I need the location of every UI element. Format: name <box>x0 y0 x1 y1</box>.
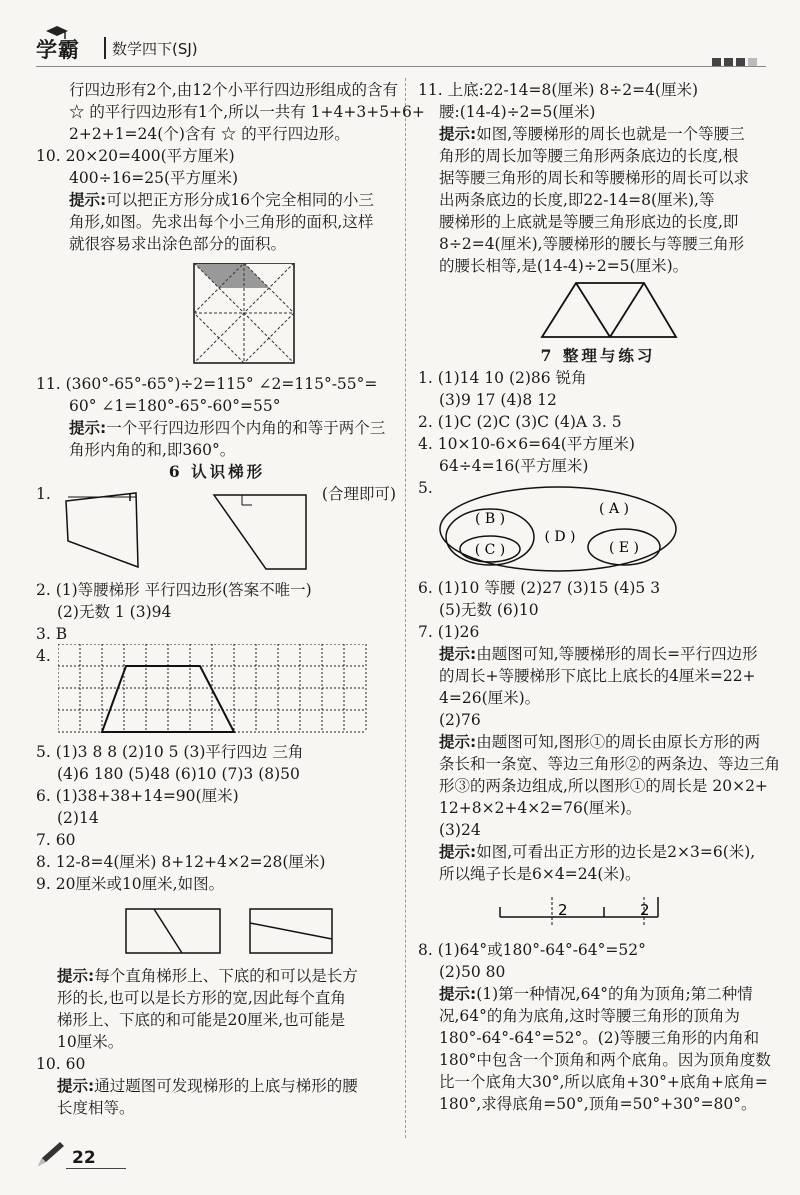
hint-text: 出两条底边的长度,即22-14=8(厘米),等 <box>439 191 715 209</box>
hint-text: 可以把正方形分成16个完全相同的小三 <box>106 191 374 209</box>
left-column <box>36 79 425 1119</box>
answer-line: 60° ∠1=180°-65°-60°=55° <box>69 397 281 415</box>
answer-6: 6. (1)10 等腰 (2)27 (3)15 (4)5 3 <box>418 579 661 597</box>
hint-label: 提示: <box>57 967 95 985</box>
hint-text: 8÷2=4(厘米),等腰梯形的腰长与等腰三角形 <box>439 235 745 253</box>
answer-8: 8. 12-8=4(厘米) 8+12+4×2=28(厘米) <box>36 853 326 871</box>
answer-10b: 10. 60 <box>36 1055 86 1073</box>
page-number: 22 <box>72 1148 96 1168</box>
answer-line: 400÷16=25(平方厘米) <box>69 169 239 187</box>
hint-text: 形的长,也可以是长方形的宽,因此每个直角 <box>57 989 346 1007</box>
hint-label: 提示: <box>57 1077 95 1095</box>
hint-text: 由题图可知,等腰梯形的周长=平行四边形 <box>476 645 758 663</box>
text-line: 2+2+1=24(个)含有 ☆ 的平行四边形。 <box>69 125 350 143</box>
hint-text: 通过题图可发现梯形的上底与梯形的腰 <box>94 1077 358 1095</box>
hint-text: 角形内角的和,即360°。 <box>69 441 236 459</box>
hint-text: 10厘米。 <box>57 1033 124 1051</box>
answer-11: 11. (360°-65°-65°)÷2=115° ∠2=115°-55°= <box>36 375 378 393</box>
answer-10: 10. 20×20=400(平方厘米) <box>36 147 235 165</box>
answer-line: 64÷4=16(平方厘米) <box>439 457 589 475</box>
hint-text: 梯形上、下底的和可能是20厘米,也可能是 <box>57 1011 346 1029</box>
answer-line: (2)无数 1 (3)94 <box>57 603 172 621</box>
grid-trapezoid-figure <box>58 644 378 740</box>
q1-block <box>36 483 398 579</box>
book-series: 数学四下(SJ) <box>112 40 198 58</box>
question-number: 4. <box>36 647 51 665</box>
trapezoid-drawings <box>56 485 336 575</box>
venn-label-a: ( A ) <box>599 501 629 517</box>
trapezoid-triangles-figure <box>418 279 778 343</box>
answer-line: (5)无数 (6)10 <box>439 601 539 619</box>
venn-diagram <box>436 483 686 573</box>
pencil-icon <box>34 1140 68 1170</box>
hint-text: 角形的周长加等腰三角形两条底边的长度,根 <box>439 147 739 165</box>
answer-5: 5. (1)3 8 8 (2)10 5 (3)平行四边 三角 <box>36 743 304 761</box>
answer-3: 3. B <box>36 625 68 643</box>
hint-text: 由题图可知,图形①的周长由原长方形的两 <box>476 733 761 751</box>
hint-label: 提示: <box>69 419 107 437</box>
venn-label-e: ( E ) <box>608 540 640 556</box>
brand-logo: 学霸 <box>36 38 80 62</box>
hint-text: 180°-64°-64°=52°。(2)等腰三角形的内角和 <box>439 1029 760 1047</box>
page-header <box>0 0 800 70</box>
answer-2: 2. (1)C (2)C (3)C (4)A 3. 5 <box>418 413 622 431</box>
hint-label: 提示: <box>69 191 107 209</box>
answer-1: 1. (1)14 10 (2)86 锐角 <box>418 369 587 387</box>
hint-text: 就很容易求出涂色部分的面积。 <box>69 235 287 253</box>
venn-label-b: ( B ) <box>474 511 506 527</box>
hint-text: 腰梯形的上底就是等腰三角形底边的长度,即 <box>439 213 739 231</box>
hint-text: 比一个底角大30°,所以底角+30°+底角+底角= <box>439 1073 768 1091</box>
hint-text: 每个直角梯形上、下底的和可以是长方 <box>94 967 358 985</box>
rope-figure <box>418 887 778 937</box>
answer-line: (3)24 <box>439 821 481 839</box>
answer-7: 7. 60 <box>36 831 76 849</box>
rope-label-a: 2 <box>558 901 568 919</box>
question-number: 5. <box>418 479 433 497</box>
answer-7: 7. (1)26 <box>418 623 480 641</box>
header-rule <box>36 66 766 67</box>
answer-line: (3)9 17 (4)8 12 <box>439 391 557 409</box>
hint-text: 一个平行四边形四个内角的和等于两个三 <box>106 419 386 437</box>
hint-label: 提示: <box>439 985 477 1003</box>
hint-text: 180°中包含一个顶角和两个底角。因为顶角度数 <box>439 1051 771 1069</box>
hint-text: 如图,可看出正方形的边长是2×3=6(米), <box>476 843 756 861</box>
answer-line: (2)76 <box>439 711 481 729</box>
header-separator <box>104 37 106 59</box>
question-number: 1. <box>36 485 51 503</box>
hint-text: 的腰长相等,是(14-4)÷2=5(厘米)。 <box>439 257 689 275</box>
hint-text: 况,64°的角为底角,这时等腰三角形的顶角为 <box>439 1007 740 1025</box>
header-decoration <box>712 52 760 71</box>
answer-note: (合理即可) <box>321 485 396 503</box>
answer-4: 4. 10×10-6×6=64(平方厘米) <box>418 435 635 453</box>
hint-label: 提示: <box>439 645 477 663</box>
answer-11r: 11. 上底:22-14=8(厘米) 8÷2=4(厘米) <box>418 81 699 99</box>
hint-text: 所以绳子长是6×4=24(米)。 <box>439 865 641 883</box>
hint-text: 4=26(厘米)。 <box>439 689 541 707</box>
hint-text: 据等腰三角形的周长和等腰梯形的周长可以求 <box>439 169 750 187</box>
venn-label-d: ( D ) <box>544 529 576 545</box>
hint-text: 形③的两条边组成,所以图形①的周长是 20×2+ <box>439 777 768 795</box>
answer-6: 6. (1)38+38+14=90(厘米) <box>36 787 239 805</box>
hint-label: 提示: <box>439 843 477 861</box>
square-triangles-figure <box>36 263 398 367</box>
answer-9: 9. 20厘米或10厘米,如图。 <box>36 875 225 893</box>
answer-8: 8. (1)64°或180°-64°-64°=52° <box>418 941 646 959</box>
answer-line: (2)50 80 <box>439 963 506 981</box>
column-divider <box>405 78 406 1138</box>
answer-line: 腰:(14-4)÷2=5(厘米) <box>439 103 596 121</box>
q5-block <box>418 477 778 577</box>
hint-text: 条长和一条宽、等边三角形②的两条边、等边三角 <box>439 755 781 773</box>
rope-label-b: 2 <box>640 901 650 919</box>
hint-text: 12+8×2+4×2=76(厘米)。 <box>439 799 642 817</box>
answer-2: 2. (1)等腰梯形 平行四边形(答案不唯一) <box>36 581 312 599</box>
text-line: ☆ 的平行四边形有1个,所以一共有 1+4+3+5+6+ <box>69 103 425 121</box>
hint-label: 提示: <box>439 125 477 143</box>
hint-text: 长度相等。 <box>57 1099 135 1117</box>
hint-text: 180°,求得底角=50°,顶角=50°+30°=80°。 <box>439 1095 757 1113</box>
hint-text: 角形,如图。先求出每个小三角形的面积,这样 <box>69 213 374 231</box>
rectangle-split-figure <box>36 899 398 961</box>
right-column <box>418 79 781 1115</box>
text-line: 行四边形有2个,由12个小平行四边形组成的含有 <box>69 81 399 99</box>
section-title-6: 6 认识梯形 <box>168 462 266 481</box>
venn-label-c: ( C ) <box>474 542 506 558</box>
section-title-7: 7 整理与练习 <box>540 346 656 365</box>
hint-text: 如图,等腰梯形的周长也就是一个等腰三 <box>476 125 745 143</box>
q4-block <box>36 645 398 741</box>
hint-text: 的周长+等腰梯形下底比上底长的4厘米=22+ <box>439 667 756 685</box>
footer-rule <box>66 1168 126 1169</box>
answer-line: (2)14 <box>57 809 99 827</box>
hint-label: 提示: <box>439 733 477 751</box>
hint-text: (1)第一种情况,64°的角为顶角;第二种情 <box>476 985 753 1003</box>
answer-line: (4)6 180 (5)48 (6)10 (7)3 (8)50 <box>57 765 300 783</box>
